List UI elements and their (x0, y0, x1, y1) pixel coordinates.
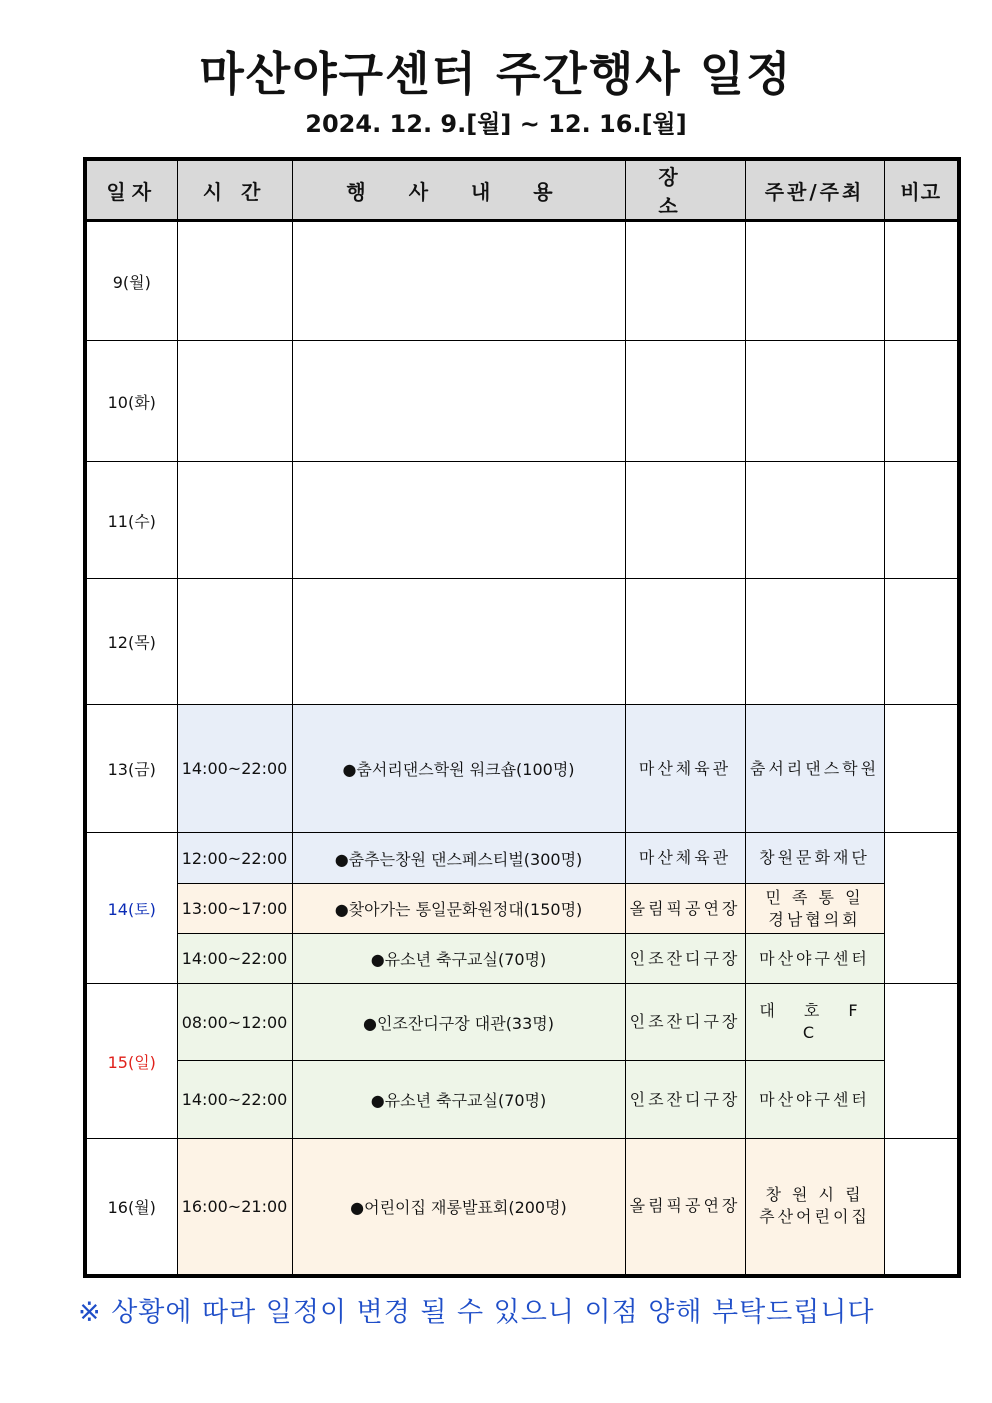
day-label: 12(목) (85, 579, 177, 705)
time-cell: 12:00~22:00 (177, 833, 292, 884)
note-cell (884, 579, 959, 705)
note-cell (884, 705, 959, 833)
host-cell: 춤서리댄스학원 (745, 705, 884, 833)
event-cell: ●찾아가는 통일문화원정대(150명) (292, 884, 625, 934)
event-row (85, 984, 959, 1061)
header-time: 시 간 (177, 159, 292, 221)
time-cell: 14:00~22:00 (177, 1061, 292, 1139)
host-cell (745, 579, 884, 705)
place-cell (625, 221, 745, 341)
place-cell: 올림픽공연장 (625, 884, 745, 934)
footnote: ※ 상황에 따라 일정이 변경 될 수 있으니 이점 양해 부탁드립니다 (78, 1297, 875, 1328)
place-cell: 마산체육관 (625, 705, 745, 833)
day-row (85, 705, 959, 833)
place-cell (625, 462, 745, 579)
page-title: 마산야구센터 주간행사 일정 (199, 47, 793, 101)
time-cell: 14:00~22:00 (177, 934, 292, 984)
time-cell (177, 341, 292, 462)
event-cell: ●춤추는창원 댄스페스티벌(300명) (292, 833, 625, 884)
day-row (85, 341, 959, 462)
day-row (85, 221, 959, 341)
day-row (85, 579, 959, 705)
day-row (85, 1139, 959, 1276)
place-cell: 인조잔디구장 (625, 934, 745, 984)
time-cell: 14:00~22:00 (177, 705, 292, 833)
note-cell (884, 833, 959, 984)
note-cell (884, 984, 959, 1139)
host-line: 경남협의회 (768, 909, 861, 929)
day-label: 11(수) (85, 462, 177, 579)
event-row (85, 833, 959, 884)
host-line: 추산어린이집 (759, 1207, 870, 1227)
place-cell: 인조잔디구장 (625, 984, 745, 1061)
host-cell: 창원문화재단 (745, 833, 884, 884)
schedule-table (83, 157, 961, 1278)
time-cell: 16:00~21:00 (177, 1139, 292, 1276)
host-cell (745, 341, 884, 462)
day-label: 10(화) (85, 341, 177, 462)
note-cell (884, 1139, 959, 1276)
time-cell (177, 462, 292, 579)
day-label: 9(월) (85, 221, 177, 341)
host-cell (745, 221, 884, 341)
day-row (85, 462, 959, 579)
date-range: 2024. 12. 9.[월] ~ 12. 16.[월] (305, 110, 687, 138)
time-cell: 08:00~12:00 (177, 984, 292, 1061)
header-note: 비고 (884, 159, 959, 221)
time-cell (177, 221, 292, 341)
day-label: 13(금) (85, 705, 177, 833)
note-cell (884, 462, 959, 579)
place-cell: 인조잔디구장 (625, 1061, 745, 1139)
day-label: 15(일) (85, 984, 177, 1139)
place-cell: 마산체육관 (625, 833, 745, 884)
day-label: 16(월) (85, 1139, 177, 1276)
event-cell (292, 221, 625, 341)
host-line: 민 족 통 일 (765, 887, 864, 907)
host-cell: 마산야구센터 (745, 934, 884, 984)
place-cell (625, 341, 745, 462)
place-cell (625, 579, 745, 705)
time-cell (177, 579, 292, 705)
header-place: 장 소 (625, 159, 745, 221)
event-row (85, 934, 959, 984)
day-label: 14(토) (85, 833, 177, 984)
event-cell (292, 462, 625, 579)
header-date: 일자 (85, 159, 177, 221)
header-host: 주관/주최 (745, 159, 884, 221)
event-row (85, 884, 959, 934)
host-cell (745, 462, 884, 579)
event-cell (292, 579, 625, 705)
header-event: 행 사 내 용 (292, 159, 625, 221)
event-cell (292, 341, 625, 462)
note-cell (884, 341, 959, 462)
place-cell: 올림픽공연장 (625, 1139, 745, 1276)
event-cell: ●어린이집 재롱발표회(200명) (292, 1139, 625, 1276)
host-cell: 마산야구센터 (745, 1061, 884, 1139)
header-row (85, 159, 959, 221)
note-cell (884, 221, 959, 341)
event-cell: ●유소년 축구교실(70명) (292, 1061, 625, 1139)
event-cell: ●인조잔디구장 대관(33명) (292, 984, 625, 1061)
event-cell: ●춤서리댄스학원 워크숍(100명) (292, 705, 625, 833)
event-cell: ●유소년 축구교실(70명) (292, 934, 625, 984)
time-cell: 13:00~17:00 (177, 884, 292, 934)
host-cell (745, 1139, 884, 1276)
host-cell: 대 호 F C (745, 984, 884, 1061)
event-row (85, 1061, 959, 1139)
host-line: 창 원 시 립 (765, 1185, 864, 1205)
host-cell (745, 884, 884, 934)
